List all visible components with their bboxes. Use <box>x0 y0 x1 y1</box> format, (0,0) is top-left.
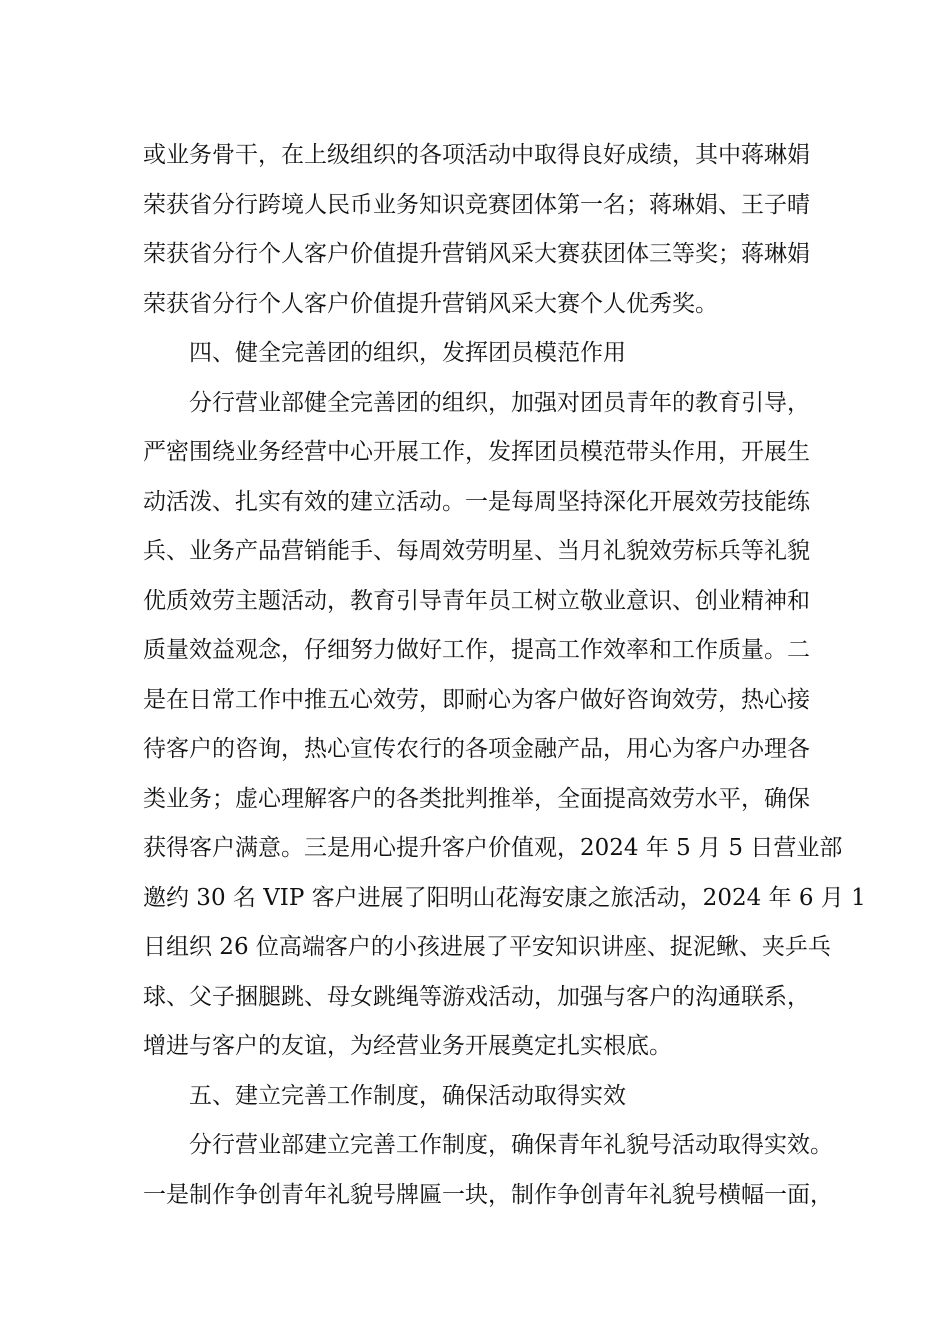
text-line: 质量效益观念，仔细努力做好工作，提高工作效率和工作质量。二 <box>143 637 810 663</box>
section-heading: 四、健全完善团的组织，发挥团员模范作用 <box>189 340 626 366</box>
document-body <box>143 133 866 1222</box>
text-line: 荣获省分行跨境人民币业务知识竞赛团体第一名；蒋琳娟、王子晴 <box>143 191 810 218</box>
text-line: 荣获省分行个人客户价值提升营销风采大赛获团体三等奖；蒋琳娟 <box>143 241 810 267</box>
text-line: 球、父子捆腿跳、母女跳绳等游戏活动，加强与客户的沟通联系， <box>143 983 810 1010</box>
text-line: 荣获省分行个人客户价值提升营销风采大赛个人优秀奖。 <box>143 290 718 317</box>
text-line: 类业务；虚心理解客户的各类批判推举，全面提高效劳水平，确保 <box>143 785 810 812</box>
text-line: 优质效劳主题活动，教育引导青年员工树立敬业意识、创业精神和 <box>143 587 810 614</box>
text-line: 日组织 26 位高端客户的小孩进展了平安知识讲座、捉泥鳅、夹乒乓 <box>143 934 831 960</box>
section-heading: 五、建立完善工作制度，确保活动取得实效 <box>189 1082 626 1109</box>
text-line: 严密围绕业务经营中心开展工作，发挥团员模范带头作用，开展生 <box>143 439 810 465</box>
text-line: 获得客户满意。三是用心提升客户价值观，2024 年 5 月 5 日营业部 <box>143 835 843 861</box>
text-line: 邀约 30 名 VIP 客户进展了阳明山花海安康之旅活动，2024 年 6 月 1 <box>143 884 866 911</box>
text-line: 动活泼、扎实有效的建立活动。一是每周坚持深化开展效劳技能练 <box>143 488 810 515</box>
text-line: 待客户的咨询，热心宣传农行的各项金融产品，用心为客户办理各 <box>143 736 810 762</box>
text-line: 或业务骨干，在上级组织的各项活动中取得良好成绩，其中蒋琳娟 <box>143 142 810 168</box>
text-line: 兵、业务产品营销能手、每周效劳明星、当月礼貌效劳标兵等礼貌 <box>143 538 810 564</box>
paragraph-first-line: 分行营业部健全完善团的组织，加强对团员青年的教育引导， <box>189 389 810 416</box>
paragraph-first-line: 分行营业部建立完善工作制度，确保青年礼貌号活动取得实效。 <box>189 1132 833 1158</box>
text-line: 是在日常工作中推五心效劳，即耐心为客户做好咨询效劳，热心接 <box>143 686 810 713</box>
text-line: 增进与客户的友谊，为经营业务开展奠定扎实根底。 <box>143 1033 672 1059</box>
text-line: 一是制作争创青年礼貌号牌匾一块，制作争创青年礼貌号横幅一面， <box>143 1181 833 1208</box>
